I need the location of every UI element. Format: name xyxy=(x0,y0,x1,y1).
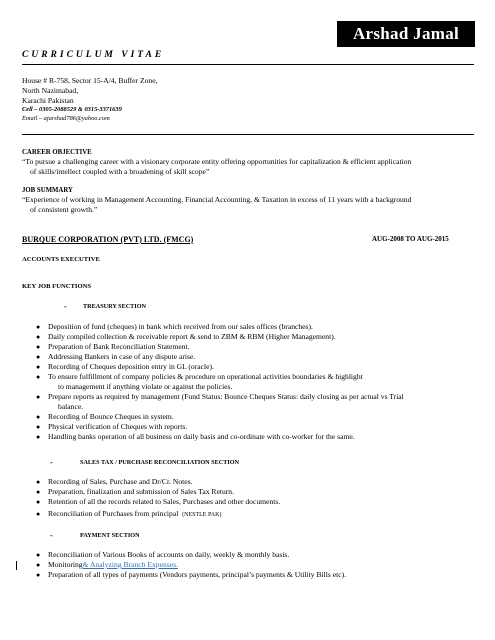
bullet-icon: ● xyxy=(36,333,41,341)
career-objective-line-2: of skills/intellect coupled with a broadening of skill scope” xyxy=(30,167,210,176)
sales-tax-section-heading: SALES TAX / PURCHASE RECONCILIATION SECTION xyxy=(80,459,240,466)
payment-list xyxy=(36,550,476,580)
bullet-icon: ● xyxy=(36,413,41,421)
list-item-continuation: balance. xyxy=(58,402,84,411)
list-item: ● Retention of all the records related to Sales, Purchases and other documents. xyxy=(36,497,281,506)
bullet-icon: ● xyxy=(36,423,41,431)
linked-text[interactable]: & Analyzing Branch Expenses. xyxy=(82,560,178,569)
list-item: ● Recording of Bounce Cheques in system. xyxy=(36,412,174,421)
list-item: ● Preparation of Bank Reconciliation Statement. xyxy=(36,342,190,351)
address-line-1: House # R-758, Sector 15-A/4, Buffer Zone, xyxy=(22,76,158,85)
list-item: ● To ensure fulfillment of company policies & procedure on operational activities boundaries & highlight xyxy=(36,372,363,381)
career-objective-heading: CAREER OBJECTIVE xyxy=(22,149,92,156)
list-item: ● Reconciliation of Various Books of accounts on daily, weekly & monthly basis. xyxy=(36,550,290,559)
document-title: CURRICULUM VITAE xyxy=(22,50,165,60)
section-dash: - xyxy=(50,531,53,540)
employment-dates: AUG-2008 TO AUG-2015 xyxy=(372,235,449,243)
list-item-continuation: to management if anything violate or against the policies. xyxy=(58,382,233,391)
list-item: ● Reconciliation of Purchases from principal (NESTLE PAK) xyxy=(36,509,222,518)
divider xyxy=(22,64,474,65)
name-banner: Arshad Jamal xyxy=(337,21,475,47)
bullet-icon: ● xyxy=(36,571,41,579)
section-dash: - xyxy=(64,302,67,311)
bullet-icon: ● xyxy=(36,343,41,351)
treasury-section-heading: TREASURY SECTION xyxy=(83,303,146,310)
list-item: ● Handling banks operation of all business on daily basis and co-ordinate with co-worker for the same. xyxy=(36,432,355,441)
position-title: ACCOUNTS EXECUTIVE xyxy=(22,256,100,263)
bullet-icon: ● xyxy=(36,561,41,569)
email-address: Email – ajarshad786@yahoo.com xyxy=(22,115,110,122)
cell-number: Cell – 0305-2088529 & 0315-3371639 xyxy=(22,106,122,113)
list-item: ● Preparation, finalization and submission of Sales Tax Return. xyxy=(36,487,234,496)
bullet-icon: ● xyxy=(36,551,41,559)
list-item: ● Daily compiled collection & receivable report & send to ZBM & RBM (Higher Management). xyxy=(36,332,336,341)
bullet-icon: ● xyxy=(36,353,41,361)
principal-name: (NESTLE PAK) xyxy=(182,512,222,518)
list-item: ● Recording of Sales, Purchase and Dr/Cr. Notes. xyxy=(36,477,193,486)
sales-tax-list xyxy=(36,477,476,520)
list-item: ● Prepare reports as required by management (Fund Status: Bounce Cheques Status: daily closing as per actual vs Trial xyxy=(36,392,404,401)
list-item: ● Physical verification of Cheques with reports. xyxy=(36,422,188,431)
divider xyxy=(22,134,474,135)
career-objective-line-1: “To pursue a challenging career with a visionary corporate entity offering opportunities for capitalization & efficient application xyxy=(22,157,412,166)
bullet-icon: ● xyxy=(36,498,41,506)
bullet-icon: ● xyxy=(36,393,41,401)
bullet-icon: ● xyxy=(36,510,41,518)
key-functions-heading: KEY JOB FUNCTIONS xyxy=(22,283,91,290)
job-summary-line-1: “Experience of working in Management Accounting, Financial Accounting, & Taxation in excess of 11 years with a background xyxy=(22,195,412,204)
bullet-icon: ● xyxy=(36,478,41,486)
bullet-icon: ● xyxy=(36,373,41,381)
list-item: ● Preparation of all types of payments (Vendors payments, principal’s payments & Utility Bills etc). xyxy=(36,570,346,579)
company-name: BURQUE CORPORATION (PVT) LTD. (FMCG) xyxy=(22,235,194,244)
bullet-icon: ● xyxy=(36,363,41,371)
job-summary-heading: JOB SUMMARY xyxy=(22,187,73,194)
address-line-2: North Nazimabad, xyxy=(22,86,79,95)
list-item: ● Monitoring& Analyzing Branch Expenses. xyxy=(36,560,178,569)
payment-section-heading: PAYMENT SECTION xyxy=(80,532,140,539)
text-cursor xyxy=(16,561,17,570)
list-item: ● Addressing Bankers in case of any dispute arise. xyxy=(36,352,196,361)
section-dash: - xyxy=(50,458,53,467)
list-item: ● Recording of Cheques deposition entry in GL (oracle). xyxy=(36,362,214,371)
job-summary-line-2: of consistent growth.” xyxy=(30,205,98,214)
bullet-icon: ● xyxy=(36,433,41,441)
treasury-list xyxy=(36,322,476,442)
bullet-icon: ● xyxy=(36,488,41,496)
bullet-icon: ● xyxy=(36,323,41,331)
list-item: ● Deposition of fund (cheques) in bank which received from our sales offices (branches). xyxy=(36,322,313,331)
address-line-3: Karachi Pakistan xyxy=(22,96,74,105)
